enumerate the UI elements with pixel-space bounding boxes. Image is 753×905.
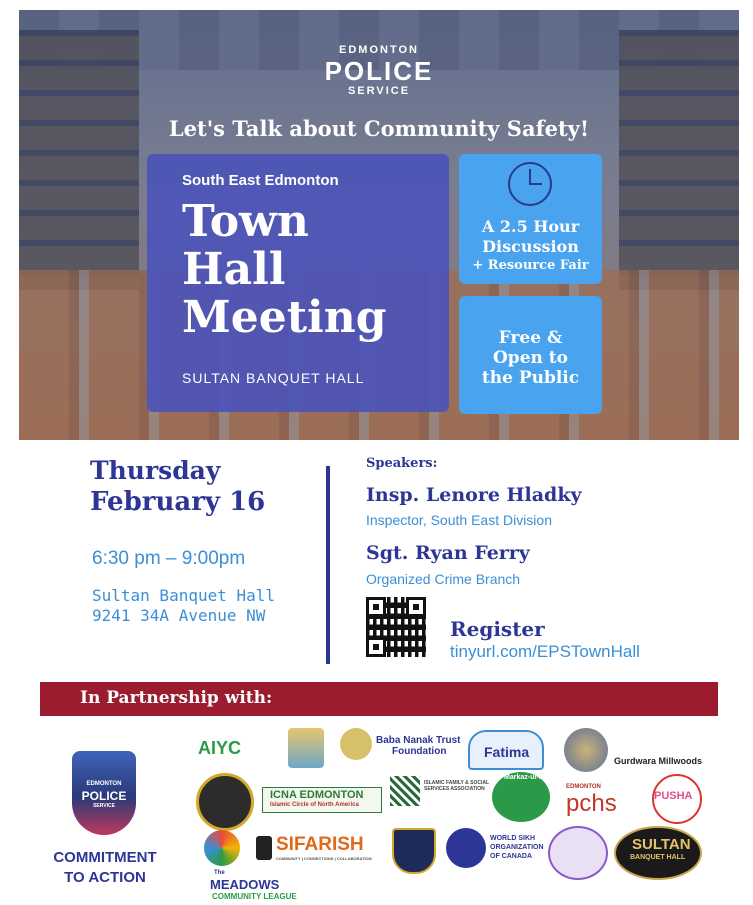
- meadows-sub: COMMUNITY LEAGUE: [212, 892, 297, 901]
- vertical-divider: [326, 466, 330, 664]
- eps-logo-bottom: SERVICE: [347, 85, 411, 97]
- partnership-banner: [40, 682, 718, 716]
- sifarish-icon: [256, 836, 272, 860]
- pchs-logo: pchs: [566, 790, 617, 817]
- title-line: Hall: [182, 244, 286, 295]
- tree-logo-icon: [204, 830, 240, 866]
- free-line: Open to: [493, 348, 568, 368]
- hero-banner: [19, 10, 739, 440]
- gurdwara-emblem-icon: [564, 728, 608, 772]
- free-line: Free &: [498, 328, 563, 348]
- eps-logo-main: POLICE: [324, 56, 434, 86]
- event-day: Thursday: [90, 456, 221, 485]
- sifarish-logo: SIFARISH: [276, 834, 364, 855]
- khanda-icon: [446, 828, 486, 868]
- sifarish-sub: COMMUNITY | CONNECTIONS | COLLABORATION: [276, 856, 372, 861]
- event-time: 6:30 pm – 9:00pm: [92, 548, 246, 569]
- speaker-name: Sgt. Ryan Ferry: [366, 542, 530, 564]
- register-link[interactable]: tinyurl.com/EPSTownHall: [450, 642, 640, 661]
- meadows-logo: MEADOWS: [210, 877, 280, 892]
- commitment-line: COMMITMENT: [53, 849, 157, 866]
- shield-emblem-icon: [392, 828, 436, 874]
- violet-logo: [548, 826, 608, 880]
- pchs-small: EDMONTON: [566, 784, 601, 790]
- aiyc-logo: AIYC: [198, 738, 242, 758]
- speaker-name: Insp. Lenore Hladky: [366, 484, 582, 506]
- duration-box: [459, 154, 602, 284]
- title-line: Town: [182, 196, 309, 247]
- icna-sub: Islamic Circle of North America: [270, 802, 359, 808]
- bnt-emblem-icon: [340, 728, 372, 760]
- pusha-text: PUSHA: [654, 790, 693, 802]
- icna-text: ICNA EDMONTON: [270, 789, 364, 801]
- commitment-line: TO ACTION: [64, 869, 146, 886]
- event-subtitle: South East Edmonton: [182, 172, 339, 189]
- sultan-text: SULTAN: [632, 836, 691, 853]
- speaker-role: Organized Crime Branch: [366, 571, 521, 587]
- baba-youth-logo: [288, 728, 324, 768]
- islamic-family-icon: [390, 776, 420, 806]
- address-line: 9241 34A Avenue NW: [92, 606, 266, 625]
- fatima-text: Fatima: [484, 744, 530, 760]
- qr-code[interactable]: [366, 597, 426, 657]
- sultan-sub: BANQUET HALL: [630, 854, 686, 861]
- event-date: February 16: [90, 487, 266, 517]
- tagline: Let's Talk about Community Safety!: [168, 116, 590, 141]
- meadows-the: The: [214, 870, 225, 876]
- speaker-role: Inspector, South East Division: [366, 512, 552, 528]
- speakers-label: Speakers:: [366, 456, 438, 471]
- seal-logo: [196, 773, 254, 831]
- event-venue: SULTAN BANQUET HALL: [182, 370, 365, 386]
- address-line: Sultan Banquet Hall: [92, 586, 276, 605]
- duration-line: A 2.5 Hour: [481, 217, 580, 236]
- register-label: Register: [450, 617, 545, 641]
- clock-icon: [508, 162, 552, 206]
- duration-line: + Resource Fair: [472, 258, 589, 273]
- eps-badge-logo: EDMONTON POLICE SERVICE: [72, 751, 136, 835]
- sultan-logo: [614, 826, 702, 880]
- baba-nanak-text: Baba Nanak Trust: [376, 735, 461, 746]
- partnership-heading: In Partnership with:: [80, 688, 273, 708]
- islamic-family-text: ISLAMIC FAMILY & SOCIAL SERVICES ASSOCIATION: [424, 780, 489, 792]
- free-line: the Public: [481, 368, 580, 388]
- event-title-box: [147, 154, 449, 412]
- world-sikh-text: WORLD SIKH ORGANIZATION OF CANADA: [490, 835, 544, 860]
- markaz-text: Markaz-ul-Islam: [504, 774, 557, 781]
- gurdwara-text: Gurdwara Millwoods: [614, 756, 703, 766]
- eps-logo-top: EDMONTON: [339, 44, 419, 56]
- baba-nanak-text: Foundation: [392, 746, 447, 757]
- event-title: [182, 198, 387, 342]
- free-admission-box: [459, 296, 602, 414]
- duration-line: Discussion: [482, 237, 579, 256]
- title-line: Meeting: [182, 292, 387, 343]
